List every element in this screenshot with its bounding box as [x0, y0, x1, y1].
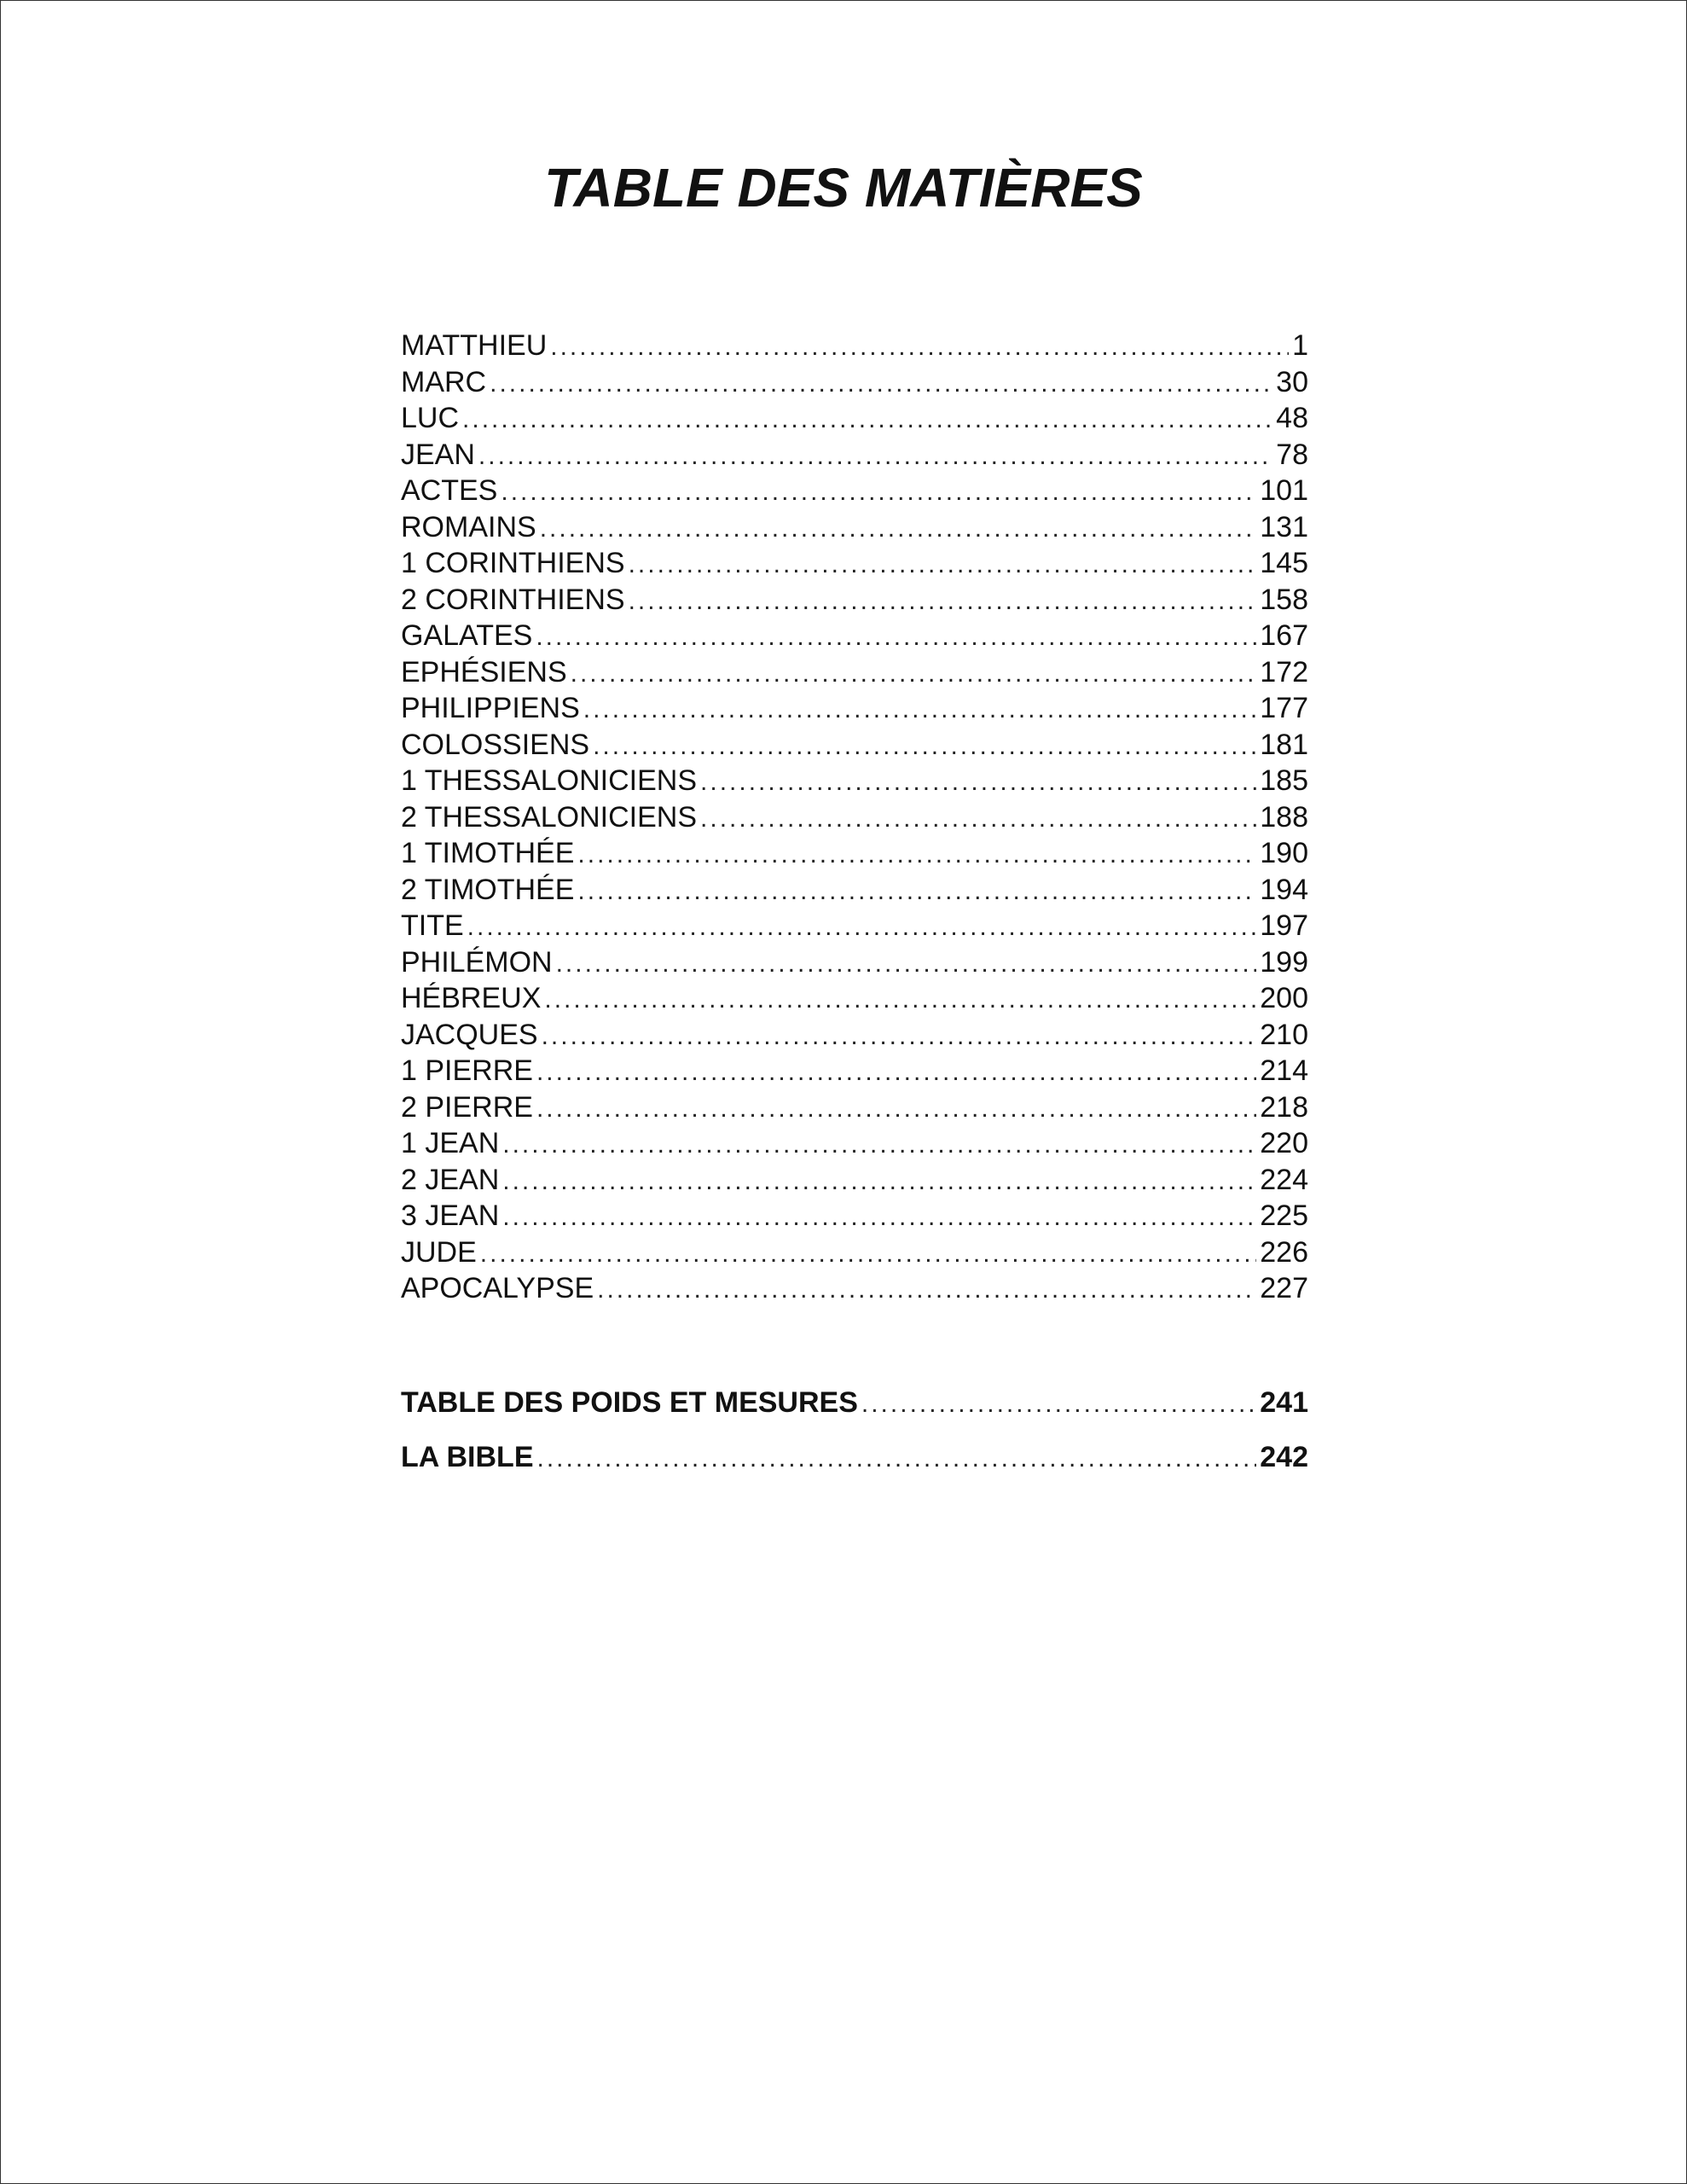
toc-entry-page-number: 30 [1276, 365, 1308, 398]
toc-entry-label: 1 THESSALONICIENS [401, 764, 698, 797]
dot-leader [571, 656, 1257, 693]
toc-entry [401, 727, 1308, 764]
dot-leader [536, 1091, 1256, 1128]
dot-leader [542, 1019, 1257, 1055]
toc-entry [401, 364, 1308, 401]
toc-entry-page-number: 185 [1260, 764, 1308, 797]
toc-entry [401, 980, 1308, 1017]
toc-entry [401, 1017, 1308, 1054]
toc-entry-page-number: 177 [1260, 692, 1308, 724]
toc-entry [401, 835, 1308, 872]
toc-entry [401, 1430, 1308, 1484]
toc-entry-label: COLOSSIENS [401, 728, 590, 761]
toc-entry [401, 1375, 1308, 1430]
toc-entry-label: TITE [401, 909, 464, 942]
toc-entry-page-number: 78 [1276, 438, 1308, 471]
toc-entry-label: LA BIBLE [401, 1441, 534, 1473]
toc-entry-page-number: 200 [1260, 982, 1308, 1014]
toc-entry-label: 1 CORINTHIENS [401, 547, 625, 579]
dot-leader [597, 1272, 1256, 1309]
toc-entry-page-number: 242 [1260, 1441, 1308, 1473]
toc-entry-label: JUDE [401, 1235, 477, 1269]
toc-entry-page-number: 194 [1260, 873, 1308, 906]
toc-entry [401, 690, 1308, 727]
dot-leader [629, 584, 1257, 620]
toc-entry-page-number: 199 [1260, 945, 1308, 979]
toc-entry-label: 1 PIERRE [401, 1054, 533, 1087]
toc-entry-label: PHILÉMON [401, 945, 553, 979]
toc-entry [401, 545, 1308, 582]
dot-leader [478, 439, 1272, 475]
toc-entry-page-number: 190 [1260, 837, 1308, 869]
toc-entry [401, 763, 1308, 799]
toc-entry-page-number: 101 [1260, 474, 1308, 507]
dot-leader [577, 874, 1256, 910]
toc-entry-page-number: 158 [1260, 583, 1308, 616]
dot-leader [490, 366, 1272, 403]
toc-entry-page-number: 210 [1260, 1018, 1308, 1051]
toc-entry-page-number: 220 [1260, 1127, 1308, 1159]
toc-entry-page-number: 241 [1260, 1386, 1308, 1419]
toc-entry-page-number: 226 [1260, 1235, 1308, 1269]
dot-leader [861, 1377, 1256, 1432]
dot-leader [700, 801, 1256, 838]
toc-entry [401, 799, 1308, 836]
toc-entry-label: JACQUES [401, 1018, 538, 1051]
toc-entry [401, 1125, 1308, 1162]
toc-entry-page-number: 172 [1260, 655, 1308, 688]
toc-entry [401, 1089, 1308, 1126]
toc-entry-label: 2 CORINTHIENS [401, 583, 625, 616]
toc-entry-label: HÉBREUX [401, 982, 542, 1014]
toc-entry [401, 618, 1308, 654]
dot-leader [593, 729, 1256, 765]
toc-entry-label: 3 JEAN [401, 1199, 500, 1232]
toc-entry [401, 1234, 1308, 1271]
dot-leader [536, 1054, 1256, 1091]
dot-leader [537, 1432, 1257, 1486]
toc-entry [401, 654, 1308, 691]
dot-leader [502, 1127, 1256, 1164]
toc-entry [401, 908, 1308, 944]
toc-entry [401, 1162, 1308, 1199]
toc-entry-page-number: 188 [1260, 800, 1308, 834]
dot-leader [629, 547, 1257, 584]
toc-entry [401, 872, 1308, 909]
dot-leader [501, 474, 1256, 511]
dot-leader [577, 837, 1256, 874]
toc-entry-page-number: 145 [1260, 547, 1308, 579]
toc-entry-label: JEAN [401, 438, 475, 471]
toc-entry-label: MATTHIEU [401, 329, 548, 362]
page-title: TABLE DES MATIÈRES [544, 157, 1143, 218]
toc-entry-label: TABLE DES POIDS ET MESURES [401, 1386, 858, 1419]
toc-entry [401, 400, 1308, 437]
toc-entry-label: 1 JEAN [401, 1127, 500, 1159]
toc-entry-page-number: 214 [1260, 1054, 1308, 1087]
dot-leader [502, 1164, 1256, 1200]
toc-entry-page-number: 225 [1260, 1199, 1308, 1232]
toc-entry-page-number: 48 [1276, 402, 1308, 434]
dot-leader [480, 1236, 1256, 1273]
toc-entry [401, 328, 1308, 364]
toc-entry-label: 2 TIMOTHÉE [401, 873, 575, 906]
toc-entry-label: GALATES [401, 619, 533, 652]
toc-entry-page-number: 197 [1260, 909, 1308, 942]
dot-leader [536, 619, 1256, 656]
toc-entry-page-number: 181 [1260, 728, 1308, 761]
toc-entry-label: LUC [401, 402, 460, 434]
toc-entry-page-number: 131 [1260, 510, 1308, 543]
dot-leader [556, 946, 1257, 983]
dot-leader [583, 692, 1257, 729]
dot-leader [462, 402, 1272, 439]
dot-leader [540, 511, 1257, 548]
dot-leader [467, 909, 1257, 946]
dot-leader [502, 1199, 1256, 1236]
toc-entry-label: MARC [401, 365, 487, 398]
toc-entry [401, 1198, 1308, 1234]
toc-entry [401, 944, 1308, 981]
dot-leader [550, 329, 1289, 366]
toc-entry [401, 1270, 1308, 1307]
toc-entry-label: 1 TIMOTHÉE [401, 837, 575, 869]
toc-entry-label: ACTES [401, 474, 498, 507]
dot-leader [544, 982, 1256, 1019]
appendix-list [401, 1375, 1308, 1484]
toc-entry-label: ROMAINS [401, 510, 536, 543]
toc-entry-label: PHILIPPIENS [401, 692, 580, 724]
toc-entry-label: 2 PIERRE [401, 1090, 533, 1124]
toc-entry [401, 509, 1308, 546]
toc-entry [401, 437, 1308, 473]
table-of-contents [401, 328, 1308, 1307]
toc-entry-page-number: 224 [1260, 1163, 1308, 1196]
toc-entry-label: APOCALYPSE [401, 1272, 594, 1304]
toc-entry-label: EPHÉSIENS [401, 655, 567, 688]
toc-entry [401, 1053, 1308, 1089]
toc-entry-page-number: 167 [1260, 619, 1308, 652]
toc-entry-page-number: 218 [1260, 1090, 1308, 1124]
toc-entry-label: 2 JEAN [401, 1163, 500, 1196]
dot-leader [700, 764, 1256, 801]
toc-entry-label: 2 THESSALONICIENS [401, 800, 698, 834]
toc-entry-page-number: 1 [1292, 329, 1308, 362]
toc-entry [401, 582, 1308, 619]
toc-entry [401, 473, 1308, 509]
toc-entry-page-number: 227 [1260, 1272, 1308, 1304]
